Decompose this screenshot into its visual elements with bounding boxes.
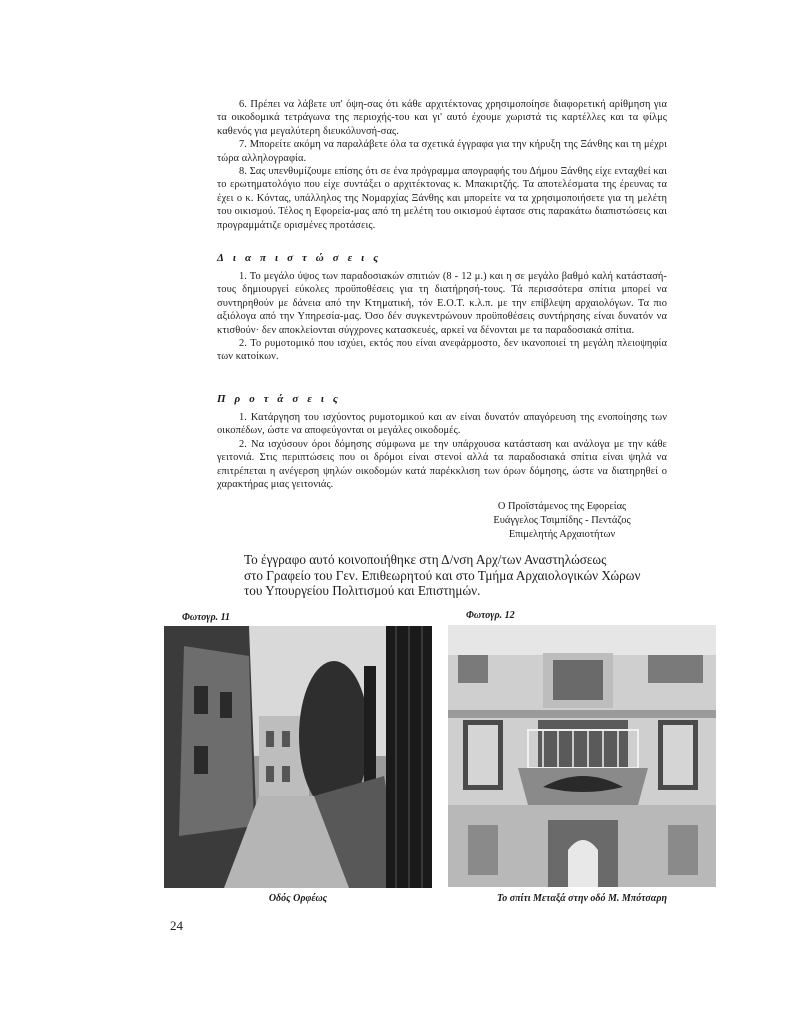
paragraph-8: 8. Σας υπενθυμίζουμε επίσης ότι σε ένα πρόγραμμα απογραφής του Δήμου Ξάνθης είχε ενταχθεί και το ερωτηματολόγιο που είχε συντάξει ο αρχιτέκτονας κ. Μπακιρτζής. Τα αποτελέσματα της έρευνας τα έχει ο κ. Κόντας, υπάλληλος της Νομαρχίας Ξάνθης και μπορείτε να τα χρησιμοποιήσετε για τη μελέτη του οικισμού. Τέλος η Εφορεία-μας από τη μελέτη του οικισμού έφτασε στις παρακάτω διαπιστώσεις και προγραμμάτιζε ορισμένες προτάσεις. <box>217 166 667 231</box>
photo-metaxa-house <box>448 625 716 887</box>
street-photo-illustration <box>164 626 432 888</box>
proposal-1: 1. Κατάργηση του ισχύοντος ρυμοτομικού και αν είναι δυνατόν απαγόρευση της ενοποίησης των οικοπέδων, ώστε να αποφεύγονται οι μεγάλες οικοδομές. <box>217 412 667 437</box>
proposal-2: 2. Να ισχύσουν όροι δόμησης σύμφωνα με την υπάρχουσα κατάσταση και ανάλογα με την κάθε γειτονιά. Στις περιπτώσεις που οι δρόμοι είναι στενοί αλλά τα παραδοσιακά σπίτια είναι ψηλά να επιτρέπεται η ανέγερση ψηλών οικοδομών κατά παρέκκλιση των όρων δόμησης, ώστε να διατηρηθεί ο χαρακτήρας μιας γειτονιάς. <box>217 438 667 491</box>
distribution-notice <box>244 552 674 599</box>
intro-text <box>217 98 667 232</box>
photo-orfeos-street <box>164 626 432 888</box>
finding-1: 1. Το μεγάλο ύψος των παραδοσιακών σπιτιών (8 - 12 μ.) και η σε μεγάλο βαθμό καλή κατάστασή-τους δημιουργεί εύκολες προϋποθέσεις για τη διατήρησή-τους. Τά περισσότερα σπίτια μπορεί να συντηρηθούν με δάνεια από την Κτηματική, τόν Ε.Ο.Τ. κ.λ.π. με την επίβλεψη αρχαιολόγων. Τα πιο αξιόλογα από την Υπηρεσία-μας. Όσο δέν συγκεντρώνουν προϋποθέσεις συντήρησης είναι δυνατόν να κτισθούν· δεν αποκλείονται σύγχρονες κατασκευές, αρκεί να δένονται με τα παραδοσιακά σπίτια. <box>217 271 667 336</box>
notice-line-2: στο Γραφείο του Γεν. Επιθεωρητού και στο Τμήμα Αρχαιολογικών Χώρων <box>244 567 641 583</box>
notice-line-1: Το έγγραφο αυτό κοινοποιήθηκε στη Δ/νση Αρχ/των Αναστηλώσεως <box>244 552 607 567</box>
page-number: 24 <box>170 918 183 933</box>
findings-text <box>217 270 667 364</box>
finding-2: 2. Το ρυμοτομικό που ισχύει, εκτός που είναι ανεφάρμοστο, δεν ικανοποιεί τη μεγάλη πλειοψηφία των κατοίκων. <box>217 338 667 363</box>
signature-title: Ο Προϊστάμενος της Εφορείας <box>497 501 627 512</box>
house-photo-illustration <box>448 625 716 887</box>
photo-11-label: Φωτογρ. 11 <box>182 612 231 623</box>
paragraph-6: 6. Πρέπει να λάβετε υπ' όψη-σας ότι κάθε αρχιτέκτονας χρησιμοποίησε διαφορετική αρίθμηση για τα οικοδομικά τετράγωνα της περιοχής-του και γι' αυτό έχουμε χωριστά τις καρτέλλες και τα φίλμς καθενός για μεγαλύτερη διευκόλυνσή-σας. <box>217 99 667 137</box>
proposals-heading: Προτάσεις <box>217 393 347 405</box>
proposals-text <box>217 411 667 491</box>
photo-12-label: Φωτογρ. 12 <box>466 610 515 621</box>
findings-heading: Διαπιστώσεις <box>217 252 388 264</box>
signature-role: Επιμελητής Αρχαιοτήτων <box>508 529 616 540</box>
photo-12-caption: Το σπίτι Μεταξά στην οδό Μ. Μπότσαρη <box>497 893 667 904</box>
signature-block <box>452 500 672 542</box>
paragraph-7: 7. Μπορείτε ακόμη να παραλάβετε όλα τα σχετικά έγγραφα για την κήρυξη της Ξάνθης και τη μέχρι τώρα αλληλογραφία. <box>217 139 667 164</box>
signature-name: Ευάγγελος Τσιμπίδης - Πεντάζος <box>493 515 631 526</box>
photo-11-caption: Οδός Ορφέως <box>268 893 328 904</box>
notice-line-3: του Υπουργείου Πολιτισμού και Επιστημών. <box>244 583 481 598</box>
